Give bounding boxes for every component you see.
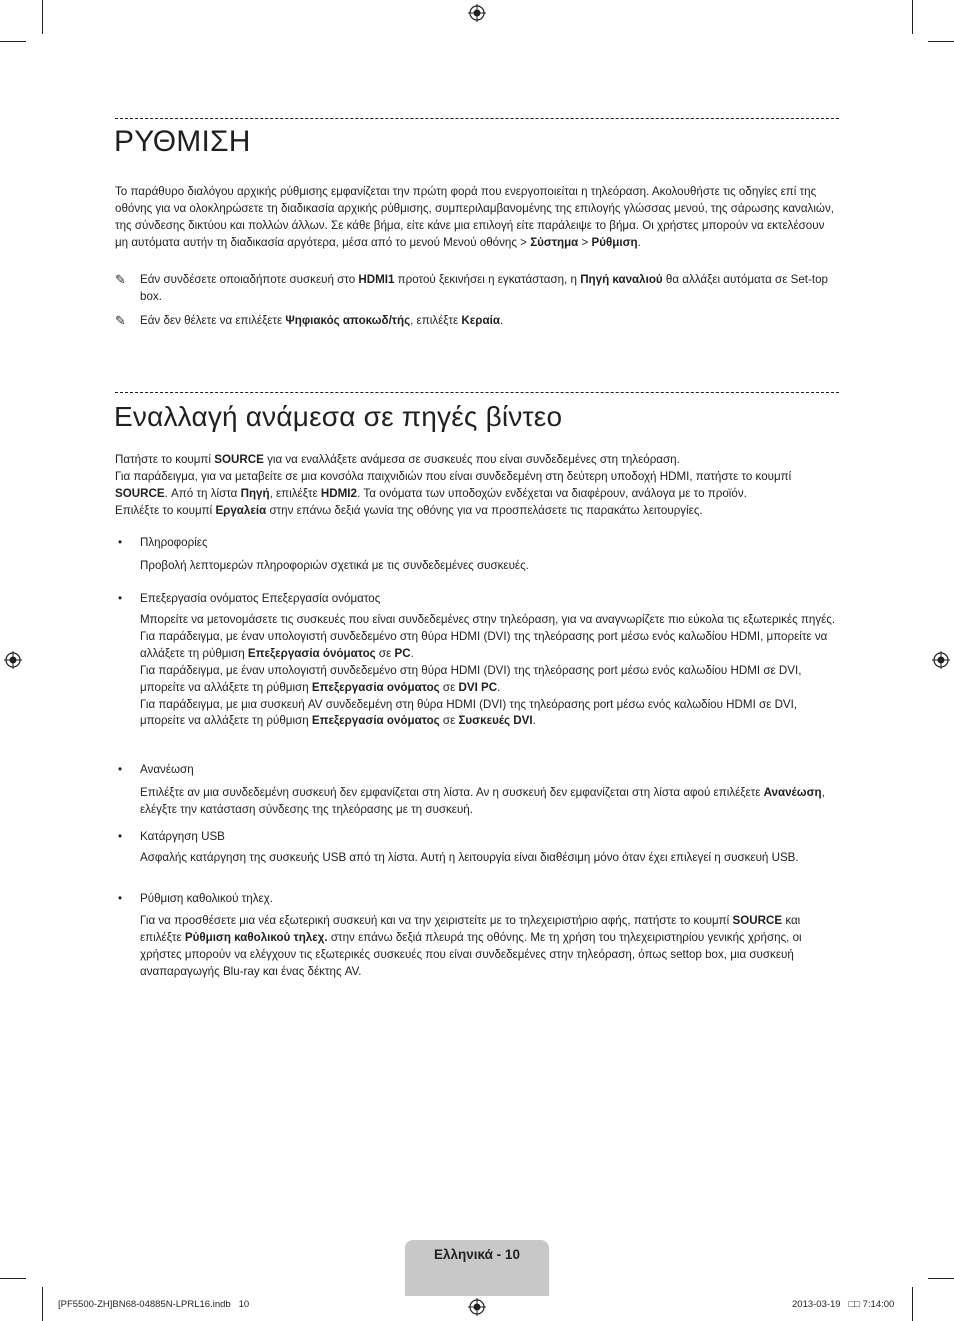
page-number: Ελληνικά - 10	[434, 1247, 520, 1262]
crop-mark	[928, 41, 954, 42]
crop-mark	[0, 41, 26, 42]
footer-filename: [PF5500-ZH]BN68-04885N-LPRL16.indb 10	[58, 1299, 250, 1310]
list-item-rename: • Επεξεργασία ονόματος Επεξεργασία ονόματος	[118, 592, 381, 605]
crop-mark	[0, 1278, 26, 1279]
footer-timestamp: 2013-03-19 □□ 7:14:00	[792, 1299, 895, 1310]
pencil-note-icon: ✎	[115, 313, 126, 328]
section-title-setup: ΡΥΘΜΙΣΗ	[114, 125, 251, 158]
list-item-desc: Ασφαλής κατάργηση της συσκευής USB από τη λίστα. Αυτή η λειτουργία είναι διαθέσιμη μόνο όταν έχει επιλεγεί η συσκευή USB.	[140, 851, 799, 864]
list-item-label: Κατάργηση USB	[140, 830, 225, 843]
registration-mark-icon	[932, 651, 950, 669]
list-item-refresh: • Ανανέωση	[118, 763, 194, 776]
setup-intro: Το παράθυρο διαλόγου αρχικής ρύθμισης εμφανίζεται την πρώτη φορά που ενεργοποιείται η τηλεόραση. Ακολουθήστε τις οδηγίες επί της οθόνης για να ολοκληρώσετε τη διαδικασία αρχικής ρύθμισης, συμπεριλαμβανομένης της επιλογής γλώσσας μενού, της σάρωσης καναλιών, της σύνδεσης δικτύου και πολλών άλλων. Σε κάθε βήμα, είτε κάνε μια επιλογή είτε παράλειψε το βήμα. Οι χρήστες μπορούν να εκτελέσουν μη αυτόματα αυτήν τη διαδικασία αργότερα, μέσα από το μενού Μενού οθόνης > Σύστημα > Ρύθμιση.	[115, 185, 834, 249]
section-title-switch-sources: Εναλλαγή ανάμεσα σε πηγές βίντεο	[114, 401, 563, 432]
list-item-label: Επεξεργασία ονόματος Επεξεργασία ονόματος	[140, 592, 381, 605]
list-item-label: Ανανέωση	[140, 763, 194, 776]
pencil-note-icon: ✎	[115, 272, 126, 287]
list-item-info: • Πληροφορίες	[118, 536, 208, 549]
crop-mark	[912, 0, 913, 34]
list-item-desc: Προβολή λεπτομερών πληροφοριών σχετικά με τις συνδεδεμένες συσκευές.	[140, 559, 529, 572]
list-item-universal-remote: • Ρύθμιση καθολικού τηλεχ.	[118, 892, 273, 905]
registration-mark-icon	[4, 651, 22, 669]
section-divider	[115, 118, 839, 119]
crop-mark	[912, 1287, 913, 1321]
crop-mark	[42, 0, 43, 34]
list-item-label: Ρύθμιση καθολικού τηλεχ.	[140, 892, 273, 905]
crop-mark	[42, 1287, 43, 1321]
registration-mark-icon	[468, 4, 486, 22]
list-item-desc: Μπορείτε να μετονομάσετε τις συσκευές που είναι συνδεδεμένες στην τηλεόραση, για να αναγνωρίζετε πιο εύκολα τις εξωτερικές πηγές. Για παράδειγμα, με έναν υπολογιστή συνδεδεμένο στη θύρα HDMI (DVI) της τηλεόρασης port μέσω ενός καλωδίου HDMI, μπορείτε να αλλάξετε τη ρύθμιση Επεξεργασία όνόματος σε PC. Για παράδειγμα, με έναν υπολογιστή συνδεδεμένο στη θύρα HDMI (DVI) της τηλεόρασης port μέσω ενός καλωδίου HDMI σε DVI, μπορείτε να αλλάξετε τη ρύθμιση Επεξεργασία ονόματος σε DVI PC. Για παράδειγμα, με μια συσκευή AV συνδεδεμένη στη θύρα HDMI (DVI) της τηλεόρασης port μέσω ενός καλωδίου HDMI σε DVI, μπορείτε να αλλάξετε τη ρύθμιση Επεξεργασία ονόματος σε Συσκευές DVI.	[140, 613, 836, 728]
note-hdmi1: ✎ Εάν συνδέσετε οποιαδήποτε συσκευή στο HDMI1 προτού ξεκινήσει η εγκατάσταση, η Πηγή καναλιού θα αλλάξει αυτόματα σε Set-top box.	[115, 272, 828, 303]
registration-mark-icon	[468, 1298, 486, 1316]
list-item-desc: Επιλέξτε αν μια συνδεδεμένη συσκευή δεν εμφανίζεται στη λίστα. Αν η συσκευή δεν εμφανίζεται στη λίστα αφού επιλέξετε Ανανέωση, ελέγξτε την κατάσταση σύνδεσης της τηλεόρασης με τη συσκευή.	[140, 786, 825, 816]
section-divider	[115, 392, 839, 393]
crop-mark	[928, 1278, 954, 1279]
list-item-label: Πληροφορίες	[140, 536, 208, 549]
page-number-tab	[405, 1240, 549, 1296]
note-digital-decoder: ✎ Εάν δεν θέλετε να επιλέξετε Ψηφιακός αποκωδ/τής, επιλέξτε Κεραία.	[115, 313, 504, 328]
source-intro: Πατήστε το κουμπί SOURCE για να εναλλάξετε ανάμεσα σε συσκευές που είναι συνδεδεμένες στη τηλεόραση. Για παράδειγμα, για να μεταβείτε σε μια κονσόλα παιχνιδιών που είναι συνδεδεμένη στη δεύτερη υποδοχή HDMI, πατήστε το κουμπί SOURCE. Από τη λίστα Πηγή, επιλέξτε HDMI2. Τα ονόματα των υποδοχών ενδέχεται να διαφέρουν, ανάλογα με το προϊόν. Επιλέξτε το κουμπί Εργαλεία στην επάνω δεξιά γωνία της οθόνης για να προσπελάσετε τις παρακάτω λειτουργίες.	[115, 453, 792, 517]
list-item-remove-usb: • Κατάργηση USB	[118, 830, 225, 843]
list-item-desc: Για να προσθέσετε μια νέα εξωτερική συσκευή και να την χειριστείτε με το τηλεχειριστήριο αφής, πατήστε το κουμπί SOURCE και επιλέξτε Ρύθμιση καθολικού τηλεχ. στην επάνω δεξιά πλευρά της οθόνης. Με τη χρήση του τηλεχειριστηρίου γενικής χρήσης, οι χρήστες μπορούν να ελέγχουν τις εξωτερικές συσκευές που είναι συνδεδεμένες στην τηλεόραση, όπως settop box, μια συσκευή αναπαραγωγής Blu-ray και ένας δέκτης AV.	[140, 914, 802, 978]
